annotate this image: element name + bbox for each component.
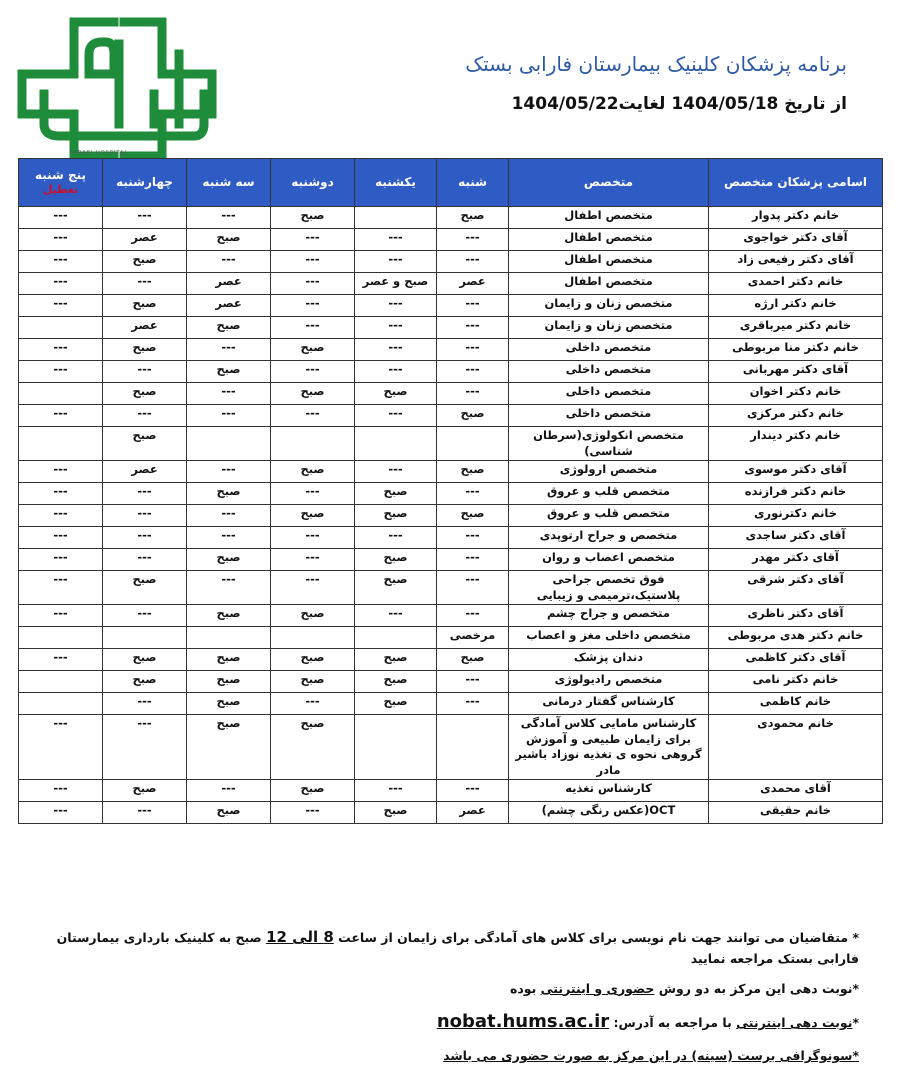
cell-specialty: متخصص اطفال xyxy=(509,251,709,273)
col-header-tuesday: سه شنبه xyxy=(187,159,271,207)
cell-sun: --- xyxy=(355,229,437,251)
note-online-booking xyxy=(29,1008,859,1036)
note-booking-text-2: بوده xyxy=(509,980,537,996)
table-row xyxy=(19,780,883,802)
cell-name: خانم دکتر دیندار xyxy=(709,427,883,461)
cell-thu: --- xyxy=(19,229,103,251)
cell-sat: --- xyxy=(437,671,509,693)
cell-sat: --- xyxy=(437,295,509,317)
cell-mon: صبح xyxy=(271,461,355,483)
cell-name: خانم دکتر منا مربوطی xyxy=(709,339,883,361)
cell-mon: --- xyxy=(271,361,355,383)
cell-sun: --- xyxy=(355,605,437,627)
cell-specialty: متخصص رادیولوژی xyxy=(509,671,709,693)
cell-sat: --- xyxy=(437,383,509,405)
cell-tue: --- xyxy=(187,207,271,229)
cell-mon: صبح xyxy=(271,505,355,527)
table-row xyxy=(19,207,883,229)
cell-wed: --- xyxy=(103,405,187,427)
cell-sat: --- xyxy=(437,693,509,715)
cell-sun: صبح xyxy=(355,505,437,527)
cell-wed: صبح xyxy=(103,251,187,273)
cell-sat: مرخصی xyxy=(437,627,509,649)
table-row xyxy=(19,317,883,339)
schedule-body xyxy=(19,207,883,824)
cell-specialty: OCT(عکس رنگی چشم) xyxy=(509,802,709,824)
cell-sun: صبح xyxy=(355,383,437,405)
cell-specialty: کارشناس مامایی کلاس آمادگی برای زایمان طبیعی و آموزش گروهی نحوه ی تغذیه نوزاد باشیر مادر xyxy=(509,715,709,780)
cell-thu: --- xyxy=(19,505,103,527)
table-row xyxy=(19,361,883,383)
table-row xyxy=(19,715,883,780)
cell-sun: صبح xyxy=(355,802,437,824)
cell-sat: --- xyxy=(437,571,509,605)
cell-sat: --- xyxy=(437,483,509,505)
cell-specialty: متخصص اطفال xyxy=(509,207,709,229)
cell-wed: عصر xyxy=(103,461,187,483)
cell-sun xyxy=(355,627,437,649)
cell-tue: --- xyxy=(187,780,271,802)
cell-mon: صبح xyxy=(271,780,355,802)
note-classes-hours: 8 الی 12 xyxy=(266,928,334,946)
cell-thu xyxy=(19,427,103,461)
cell-sat xyxy=(437,427,509,461)
cell-name: آقای دکتر شرقی xyxy=(709,571,883,605)
cell-tue: عصر xyxy=(187,273,271,295)
cell-mon: --- xyxy=(271,693,355,715)
table-row xyxy=(19,802,883,824)
cell-mon: --- xyxy=(271,483,355,505)
cell-wed: صبح xyxy=(103,649,187,671)
cell-tue: صبح xyxy=(187,229,271,251)
cell-mon: --- xyxy=(271,229,355,251)
note-online-star: * xyxy=(852,1015,859,1030)
cell-tue: صبح xyxy=(187,649,271,671)
table-row xyxy=(19,405,883,427)
cell-specialty: متخصص زنان و زایمان xyxy=(509,317,709,339)
note-booking-text: *نوبت دهی این مرکز به دو روش xyxy=(658,980,859,996)
holiday-label: تعطیل xyxy=(42,183,79,197)
cell-specialty: متخصص و جراح چشم xyxy=(509,605,709,627)
cell-thu xyxy=(19,693,103,715)
cell-mon: صبح xyxy=(271,605,355,627)
cell-wed: عصر xyxy=(103,229,187,251)
cell-sat: صبح xyxy=(437,405,509,427)
cell-wed: صبح xyxy=(103,339,187,361)
cell-wed: --- xyxy=(103,527,187,549)
cell-tue: --- xyxy=(187,505,271,527)
cell-sun: صبح xyxy=(355,549,437,571)
note-online-underlined: نوبت دهی اینترنتی xyxy=(736,1015,853,1030)
cell-sun: صبح xyxy=(355,483,437,505)
cell-name: آقای دکتر مهربانی xyxy=(709,361,883,383)
cell-thu: --- xyxy=(19,273,103,295)
cell-thu: --- xyxy=(19,339,103,361)
cell-thu: --- xyxy=(19,207,103,229)
cell-tue: صبح xyxy=(187,605,271,627)
cell-specialty: کارشناس گفتار درمانی xyxy=(509,693,709,715)
cell-sat: صبح xyxy=(437,207,509,229)
cell-name: خانم دکتر مرکزی xyxy=(709,405,883,427)
cell-name: خانم محمودی xyxy=(709,715,883,780)
cell-mon: --- xyxy=(271,802,355,824)
cell-mon: --- xyxy=(271,273,355,295)
note-classes-text-2: صبح به کلینیک بارداری بیمارستان فارابی بستک مراجعه نمایید xyxy=(56,930,859,967)
cell-specialty: متخصص اطفال xyxy=(509,273,709,295)
cell-thu: --- xyxy=(19,361,103,383)
cell-name: آقای دکتر رفیعی زاد xyxy=(709,251,883,273)
cell-specialty: متخصص داخلی xyxy=(509,405,709,427)
col-header-monday: دوشنبه xyxy=(271,159,355,207)
cell-mon: --- xyxy=(271,405,355,427)
cell-mon: --- xyxy=(271,251,355,273)
cell-sun xyxy=(355,427,437,461)
cell-sat: --- xyxy=(437,251,509,273)
cell-wed: --- xyxy=(103,802,187,824)
cell-specialty: فوق تخصص جراحی پلاستیک،ترمیمی و زیبایی xyxy=(509,571,709,605)
cell-sat: --- xyxy=(437,549,509,571)
cell-thu: --- xyxy=(19,405,103,427)
cell-thu: --- xyxy=(19,483,103,505)
cell-thu: --- xyxy=(19,571,103,605)
cell-wed: صبح xyxy=(103,671,187,693)
col-header-wednesday: چهارشنبه xyxy=(103,159,187,207)
table-header-row xyxy=(19,159,883,207)
cell-tue: --- xyxy=(187,571,271,605)
table-row xyxy=(19,627,883,649)
table-row xyxy=(19,505,883,527)
cell-name: خانم دکترنوری xyxy=(709,505,883,527)
schedule-table xyxy=(18,158,883,824)
cell-sun: صبح xyxy=(355,671,437,693)
cell-tue: صبح xyxy=(187,483,271,505)
cell-sat: --- xyxy=(437,361,509,383)
cell-wed: --- xyxy=(103,605,187,627)
cell-name: خانم کاظمی xyxy=(709,693,883,715)
cell-wed: --- xyxy=(103,207,187,229)
cell-specialty: متخصص ارولوژی xyxy=(509,461,709,483)
cell-specialty: متخصص داخلی xyxy=(509,383,709,405)
cell-tue: --- xyxy=(187,251,271,273)
cell-tue xyxy=(187,427,271,461)
farabi-logo xyxy=(14,14,219,164)
cell-tue: صبح xyxy=(187,671,271,693)
cell-name: خانم دکتر اخوان xyxy=(709,383,883,405)
table-row xyxy=(19,295,883,317)
cell-name: آقای دکتر کاظمی xyxy=(709,649,883,671)
cell-thu: --- xyxy=(19,295,103,317)
table-row xyxy=(19,483,883,505)
col-header-saturday: شنبه xyxy=(437,159,509,207)
cell-sun: صبح و عصر xyxy=(355,273,437,295)
cell-sat: --- xyxy=(437,339,509,361)
cell-sun: صبح xyxy=(355,693,437,715)
cell-sun: صبح xyxy=(355,649,437,671)
cell-name: خانم دکتر میرباقری xyxy=(709,317,883,339)
cell-thu xyxy=(19,671,103,693)
cell-sun: --- xyxy=(355,361,437,383)
cell-thu: --- xyxy=(19,715,103,780)
cell-name: خانم دکتر فرازنده xyxy=(709,483,883,505)
cell-name: آقای دکتر مهدر xyxy=(709,549,883,571)
cell-mon: صبح xyxy=(271,671,355,693)
cell-specialty: متخصص اعصاب و روان xyxy=(509,549,709,571)
cell-name: خانم دکتر هدی مربوطی xyxy=(709,627,883,649)
cell-sat: صبح xyxy=(437,505,509,527)
cell-sun: --- xyxy=(355,251,437,273)
cell-sat: --- xyxy=(437,780,509,802)
table-row xyxy=(19,571,883,605)
cell-thu xyxy=(19,627,103,649)
cell-tue: صبح xyxy=(187,715,271,780)
cell-name: خانم دکتر پدوار xyxy=(709,207,883,229)
notes xyxy=(29,926,859,1075)
col-header-thursday xyxy=(19,159,103,207)
cell-thu: --- xyxy=(19,605,103,627)
cell-sat: --- xyxy=(437,317,509,339)
cell-thu: --- xyxy=(19,461,103,483)
note-booking-methods xyxy=(29,979,859,998)
cell-mon: --- xyxy=(271,317,355,339)
cell-sat: --- xyxy=(437,605,509,627)
cell-mon: صبح xyxy=(271,649,355,671)
cell-sun: --- xyxy=(355,339,437,361)
cell-tue: --- xyxy=(187,461,271,483)
cell-thu: --- xyxy=(19,251,103,273)
cell-mon: صبح xyxy=(271,207,355,229)
cell-wed: عصر xyxy=(103,317,187,339)
cell-specialty: دندان پزشک xyxy=(509,649,709,671)
note-booking-methods-underlined: حضوری و اینترنتی xyxy=(540,980,655,996)
col-header-name: اسامی پزشکان متخصص xyxy=(709,159,883,207)
cell-mon: صبح xyxy=(271,339,355,361)
cell-mon: --- xyxy=(271,549,355,571)
cell-sat: عصر xyxy=(437,273,509,295)
cell-wed: صبح xyxy=(103,383,187,405)
col-header-thursday-label: پنج شنبه xyxy=(34,167,87,182)
booking-url-link[interactable]: nobat.hums.ac.ir xyxy=(436,1011,610,1032)
col-header-specialty: متخصص xyxy=(509,159,709,207)
cell-tue: --- xyxy=(187,405,271,427)
cell-thu: --- xyxy=(19,780,103,802)
cell-specialty: متخصص قلب و عروق xyxy=(509,483,709,505)
cell-name: آقای دکتر ساجدی xyxy=(709,527,883,549)
cell-name: خانم دکتر احمدی xyxy=(709,273,883,295)
cell-wed: صبح xyxy=(103,427,187,461)
date-range: از تاریخ 1404/05/18 لغایت1404/05/22 xyxy=(511,94,847,114)
cell-thu: --- xyxy=(19,802,103,824)
cell-wed: --- xyxy=(103,505,187,527)
cell-wed: --- xyxy=(103,361,187,383)
cell-mon: صبح xyxy=(271,383,355,405)
page-title: برنامه پزشکان کلینیک بیمارستان فارابی بستک xyxy=(465,52,847,76)
cell-tue: صبح xyxy=(187,802,271,824)
table-row xyxy=(19,251,883,273)
cell-tue: صبح xyxy=(187,693,271,715)
table-row xyxy=(19,527,883,549)
cell-sun: --- xyxy=(355,527,437,549)
cell-specialty: متخصص قلب و عروق xyxy=(509,505,709,527)
cell-tue: صبح xyxy=(187,361,271,383)
cell-sat xyxy=(437,715,509,780)
cell-specialty: کارشناس تغذیه xyxy=(509,780,709,802)
cell-wed: --- xyxy=(103,273,187,295)
cell-sun: --- xyxy=(355,295,437,317)
table-row xyxy=(19,693,883,715)
cell-wed: --- xyxy=(103,549,187,571)
cell-specialty: متخصص داخلی xyxy=(509,339,709,361)
cell-name: خانم حقیقی xyxy=(709,802,883,824)
cell-mon xyxy=(271,427,355,461)
cell-specialty: متخصص داخلی xyxy=(509,361,709,383)
table-row xyxy=(19,649,883,671)
cell-wed: صبح xyxy=(103,780,187,802)
cell-wed: --- xyxy=(103,715,187,780)
cell-specialty: متخصص اطفال xyxy=(509,229,709,251)
cell-wed: صبح xyxy=(103,295,187,317)
cell-sun: --- xyxy=(355,461,437,483)
table-row xyxy=(19,229,883,251)
note-sonography xyxy=(29,1046,859,1065)
cell-thu: --- xyxy=(19,649,103,671)
cell-name: آقای محمدی xyxy=(709,780,883,802)
cell-name: خانم دکتر نامی xyxy=(709,671,883,693)
cell-mon: صبح xyxy=(271,715,355,780)
cell-sun: --- xyxy=(355,317,437,339)
cell-sun xyxy=(355,715,437,780)
cell-wed: صبح xyxy=(103,571,187,605)
cell-tue: صبح xyxy=(187,549,271,571)
table-row xyxy=(19,339,883,361)
table-row xyxy=(19,671,883,693)
cell-thu xyxy=(19,383,103,405)
cell-tue: صبح xyxy=(187,317,271,339)
cell-sat: --- xyxy=(437,527,509,549)
cell-thu: --- xyxy=(19,527,103,549)
cell-specialty: متخصص انکولوژی(سرطان شناسی) xyxy=(509,427,709,461)
cell-thu xyxy=(19,317,103,339)
cell-sun: صبح xyxy=(355,571,437,605)
cell-mon xyxy=(271,627,355,649)
cell-sat: صبح xyxy=(437,461,509,483)
cell-tue: --- xyxy=(187,339,271,361)
table-row xyxy=(19,383,883,405)
cell-specialty: متخصص داخلی مغز و اعصاب xyxy=(509,627,709,649)
cell-specialty: متخصص و جراح ارتوپدی xyxy=(509,527,709,549)
cell-tue: --- xyxy=(187,527,271,549)
cell-mon: --- xyxy=(271,571,355,605)
cell-name: آقای دکتر ناظری xyxy=(709,605,883,627)
cell-sat: صبح xyxy=(437,649,509,671)
cell-sun: --- xyxy=(355,780,437,802)
note-sonography-text: *سونوگرافی برست (سینه) در این مرکز به صورت حضوری می باشد xyxy=(443,1047,859,1063)
cell-name: آقای دکتر موسوی xyxy=(709,461,883,483)
cell-name: آقای دکتر خواجوی xyxy=(709,229,883,251)
logo-caption: FARABI HOSPITAL xyxy=(70,150,129,156)
cell-wed xyxy=(103,627,187,649)
cell-sun xyxy=(355,207,437,229)
cell-thu: --- xyxy=(19,549,103,571)
table-row xyxy=(19,427,883,461)
cell-mon: --- xyxy=(271,527,355,549)
table-row xyxy=(19,273,883,295)
note-online-text: با مراجعه به آدرس: xyxy=(613,1015,732,1030)
cell-wed: --- xyxy=(103,693,187,715)
col-header-sunday: یکشنبه xyxy=(355,159,437,207)
cell-name: خانم دکتر ارژه xyxy=(709,295,883,317)
cell-tue: عصر xyxy=(187,295,271,317)
cell-mon: --- xyxy=(271,295,355,317)
cell-sun: --- xyxy=(355,405,437,427)
cell-wed: --- xyxy=(103,483,187,505)
note-classes-text: * متقاضیان می توانند جهت نام نویسی برای کلاس های آمادگی برای زایمان از ساعت xyxy=(338,930,859,945)
cell-tue: --- xyxy=(187,383,271,405)
note-classes xyxy=(29,926,859,969)
cell-sat: --- xyxy=(437,229,509,251)
cell-specialty: متخصص زنان و زایمان xyxy=(509,295,709,317)
table-row xyxy=(19,549,883,571)
cell-sat: عصر xyxy=(437,802,509,824)
cell-tue xyxy=(187,627,271,649)
table-row xyxy=(19,461,883,483)
table-row xyxy=(19,605,883,627)
